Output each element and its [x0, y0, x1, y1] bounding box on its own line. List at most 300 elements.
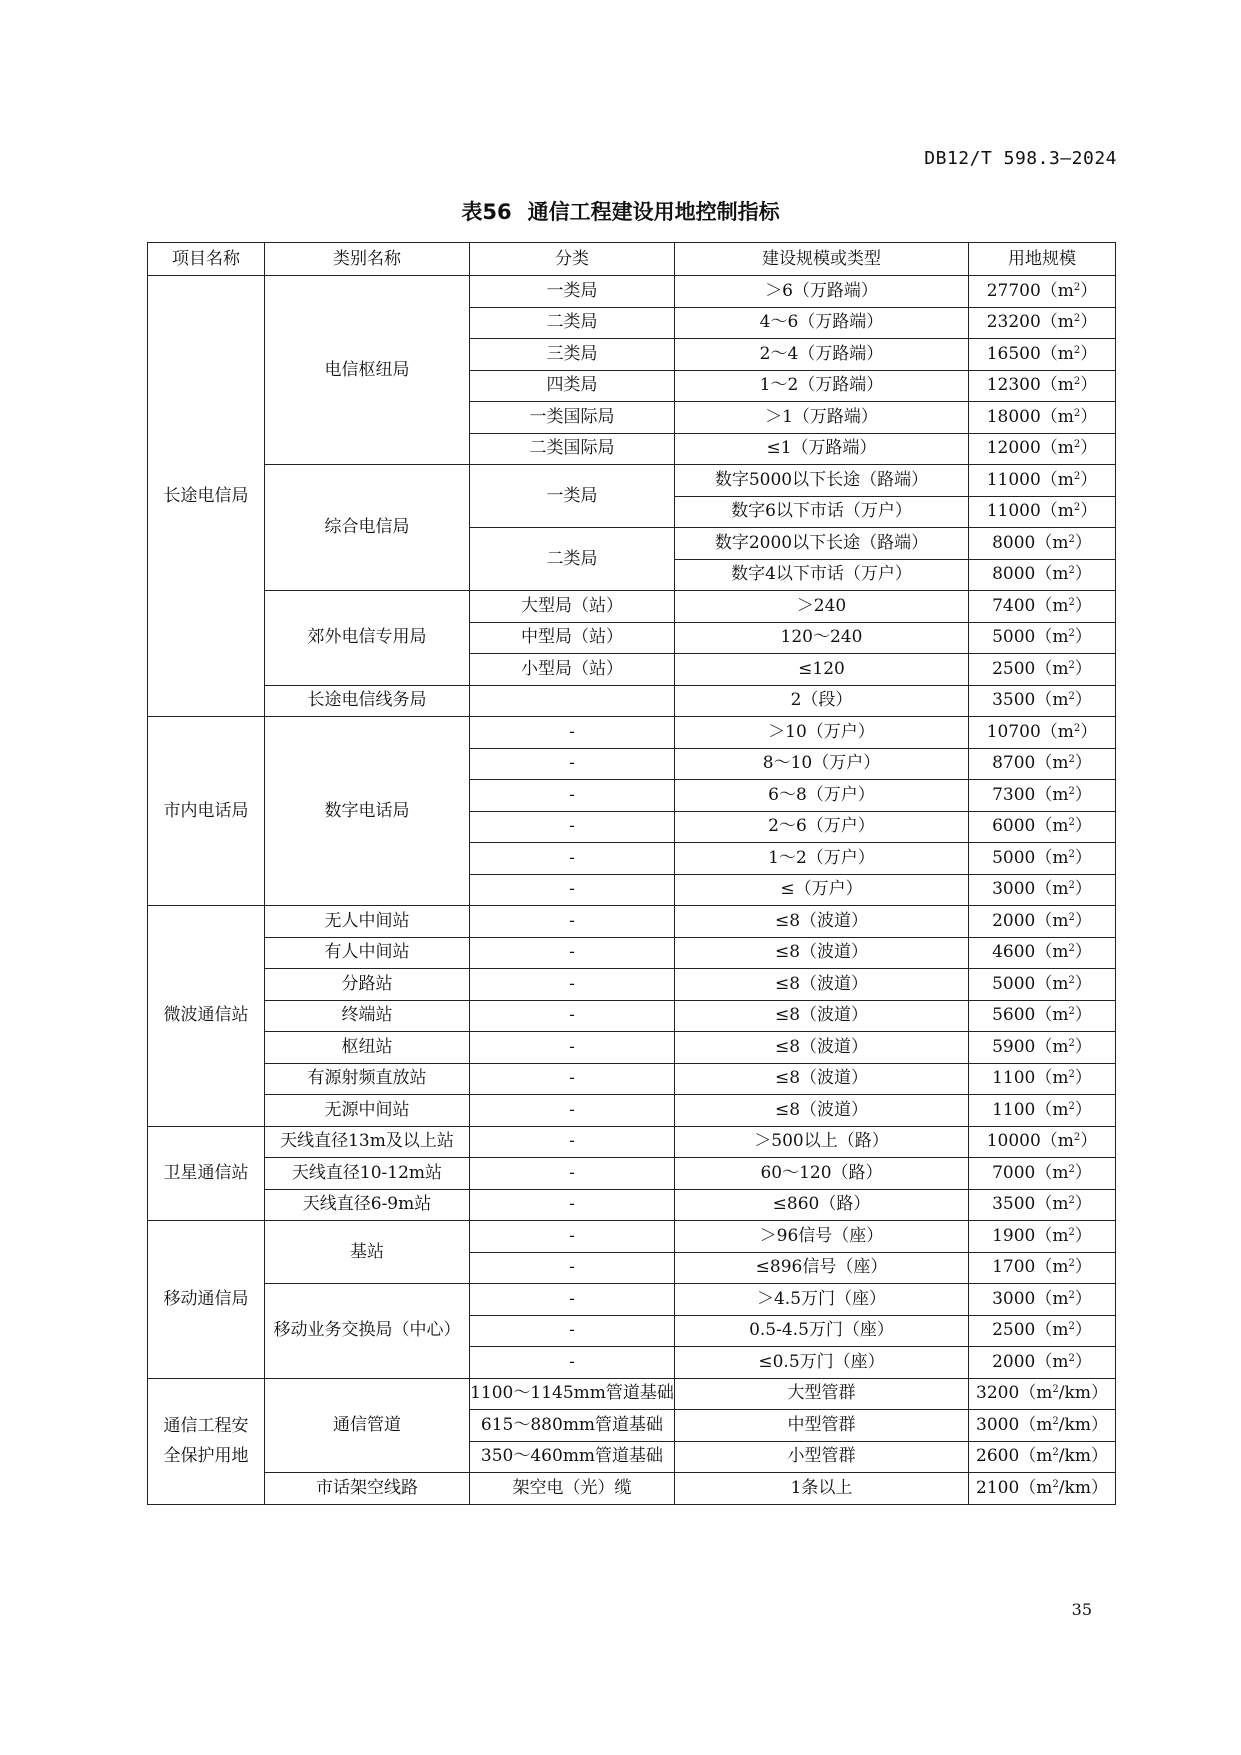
area-value: 3500 — [992, 1194, 1036, 1215]
paren: （ — [1035, 1036, 1053, 1057]
area-cell — [969, 496, 1116, 528]
scale-cell: ≤8（波道） — [675, 906, 969, 938]
table-row — [148, 465, 1116, 497]
paren: （ — [1040, 438, 1058, 459]
scale-cell: 2～4（万路端） — [675, 339, 969, 371]
area-value: 27700 — [986, 280, 1041, 301]
subclass-cell: - — [470, 717, 675, 749]
scale-cell: ≤8（波道） — [675, 937, 969, 969]
table-row — [148, 937, 1116, 969]
unit-exponent: 2 — [1068, 691, 1075, 703]
area-value: 2000 — [992, 910, 1036, 931]
area-unit: m — [1052, 942, 1069, 963]
paren: （ — [1035, 1257, 1053, 1278]
paren: （ — [1040, 721, 1058, 742]
unit-exponent: 2 — [1068, 659, 1075, 671]
category-cell: 有源射频直放站 — [265, 1063, 470, 1095]
area-cell — [969, 1000, 1116, 1032]
paren: （ — [1035, 690, 1053, 711]
paren: （ — [1035, 910, 1053, 931]
area-cell — [969, 780, 1116, 812]
category-cell: 无源中间站 — [265, 1095, 470, 1127]
area-cell — [969, 811, 1116, 843]
unit-exponent: 2 — [1068, 974, 1075, 986]
scale-cell: 6～8（万户） — [675, 780, 969, 812]
unit-exponent: 2 — [1073, 281, 1081, 293]
subclass-cell: 中型局（站） — [470, 622, 675, 654]
subclass-cell: - — [470, 906, 675, 938]
unit-exponent: 2 — [1068, 1321, 1075, 1333]
scale-cell: ≤1（万路端） — [675, 433, 969, 465]
category-cell: 枢纽站 — [265, 1032, 470, 1064]
area-cell — [969, 969, 1116, 1001]
unit-suffix: ） — [1074, 753, 1092, 774]
category-cell: 通信管道 — [265, 1378, 470, 1473]
unit-suffix: ） — [1074, 942, 1092, 963]
area-cell — [969, 906, 1116, 938]
area-unit: m — [1052, 1162, 1069, 1183]
unit-exponent: 2 — [1073, 439, 1081, 451]
area-value: 10700 — [986, 721, 1041, 742]
unit-suffix: ） — [1080, 438, 1098, 459]
unit-suffix: ） — [1074, 1162, 1092, 1183]
category-cell: 市话架空线路 — [265, 1473, 470, 1505]
unit-suffix: ） — [1074, 627, 1092, 648]
area-cell — [969, 307, 1116, 339]
area-value: 11000 — [986, 501, 1041, 522]
paren: （ — [1035, 1068, 1053, 1089]
scale-cell: ＞1（万路端） — [675, 402, 969, 434]
subclass-cell: 1100～1145mm管道基础 — [470, 1378, 675, 1410]
area-value: 1100 — [992, 1099, 1036, 1120]
area-cell — [969, 1473, 1116, 1505]
area-unit: m — [1052, 1320, 1069, 1341]
unit-exponent: 2 — [1052, 1478, 1059, 1490]
subclass-cell: 615～880mm管道基础 — [470, 1410, 675, 1442]
project-name-cell: 移动通信局 — [148, 1221, 265, 1379]
paren: （ — [1035, 595, 1053, 616]
area-value: 2600 — [976, 1446, 1020, 1467]
area-unit: m — [1052, 1068, 1069, 1089]
scale-cell: 2～6（万户） — [675, 811, 969, 843]
subclass-cell: - — [470, 1126, 675, 1158]
category-cell: 长途电信线务局 — [265, 685, 470, 717]
area-unit: m — [1052, 627, 1069, 648]
area-unit: m — [1052, 753, 1069, 774]
paren: （ — [1035, 627, 1053, 648]
scale-cell: 1～2（万路端） — [675, 370, 969, 402]
category-cell: 数字电话局 — [265, 717, 470, 906]
scale-cell: 数字2000以下长途（路端） — [675, 528, 969, 560]
table-row — [148, 1095, 1116, 1127]
area-value: 12300 — [986, 375, 1041, 396]
category-cell: 郊外电信专用局 — [265, 591, 470, 686]
paren: （ — [1035, 753, 1053, 774]
area-value: 8700 — [992, 753, 1036, 774]
table-row — [148, 1032, 1116, 1064]
unit-suffix: ） — [1074, 910, 1092, 931]
scale-cell: ＞240 — [675, 591, 969, 623]
area-cell — [969, 1252, 1116, 1284]
unit-suffix: ） — [1080, 501, 1098, 522]
table-row — [148, 1126, 1116, 1158]
subclass-cell: - — [470, 1221, 675, 1253]
area-value: 2500 — [992, 1320, 1036, 1341]
unit-exponent: 2 — [1073, 470, 1081, 482]
area-value: 23200 — [986, 312, 1041, 333]
area-cell — [969, 1158, 1116, 1190]
area-unit: m — [1057, 280, 1074, 301]
paren: （ — [1040, 406, 1058, 427]
area-unit: m — [1052, 910, 1069, 931]
paren: （ — [1040, 280, 1058, 301]
unit-suffix: /km） — [1058, 1477, 1108, 1498]
unit-exponent: 2 — [1073, 722, 1081, 734]
unit-exponent: 2 — [1068, 1006, 1075, 1018]
unit-suffix: ） — [1074, 1225, 1092, 1246]
area-value: 6000 — [992, 816, 1036, 837]
subclass-cell: - — [470, 1347, 675, 1379]
area-unit: m — [1052, 658, 1069, 679]
area-unit: m — [1052, 1288, 1069, 1309]
area-value: 7000 — [992, 1162, 1036, 1183]
area-unit: m — [1052, 1257, 1069, 1278]
area-cell — [969, 591, 1116, 623]
column-header: 分类 — [470, 243, 675, 276]
unit-suffix: /km） — [1058, 1446, 1108, 1467]
area-cell — [969, 1189, 1116, 1221]
table-row — [148, 906, 1116, 938]
area-value: 3500 — [992, 690, 1036, 711]
table-row — [148, 1063, 1116, 1095]
area-value: 7400 — [992, 595, 1036, 616]
area-value: 5000 — [992, 847, 1036, 868]
scale-cell: ≤（万户） — [675, 874, 969, 906]
paren: （ — [1035, 564, 1053, 585]
table-row — [148, 1221, 1116, 1253]
unit-exponent: 2 — [1068, 1352, 1075, 1364]
paren: （ — [1040, 1131, 1058, 1152]
land-use-table — [147, 242, 1116, 1505]
area-cell — [969, 654, 1116, 686]
unit-exponent: 2 — [1052, 1415, 1059, 1427]
category-cell: 天线直径10-12m站 — [265, 1158, 470, 1190]
unit-exponent: 2 — [1068, 1258, 1075, 1270]
area-unit: m — [1052, 1036, 1069, 1057]
unit-suffix: /km） — [1058, 1414, 1108, 1435]
category-cell: 天线直径6-9m站 — [265, 1189, 470, 1221]
area-cell — [969, 465, 1116, 497]
unit-exponent: 2 — [1073, 376, 1081, 388]
area-cell — [969, 1126, 1116, 1158]
subclass-cell: 架空电（光）缆 — [470, 1473, 675, 1505]
area-cell — [969, 622, 1116, 654]
scale-cell: 2（段） — [675, 685, 969, 717]
table-row — [148, 717, 1116, 749]
area-unit: m — [1052, 595, 1069, 616]
area-value: 1100 — [992, 1068, 1036, 1089]
unit-suffix: ） — [1074, 658, 1092, 679]
paren: （ — [1040, 312, 1058, 333]
unit-exponent: 2 — [1068, 533, 1075, 545]
area-cell — [969, 685, 1116, 717]
subclass-cell: - — [470, 1095, 675, 1127]
unit-exponent: 2 — [1073, 1132, 1081, 1144]
unit-suffix: ） — [1074, 595, 1092, 616]
subclass-cell: - — [470, 874, 675, 906]
subclass-cell: - — [470, 1284, 675, 1316]
unit-exponent: 2 — [1052, 1447, 1059, 1459]
paren: （ — [1035, 879, 1053, 900]
area-value: 1900 — [992, 1225, 1036, 1246]
scale-cell: 0.5-4.5万门（座） — [675, 1315, 969, 1347]
subclass-cell: - — [470, 748, 675, 780]
area-value: 12000 — [986, 438, 1041, 459]
area-unit: m — [1036, 1383, 1053, 1404]
category-cell: 移动业务交换局（中心） — [265, 1284, 470, 1379]
table-row — [148, 1378, 1116, 1410]
area-cell — [969, 1315, 1116, 1347]
paren: （ — [1035, 1320, 1053, 1341]
scale-cell: ＞500以上（路） — [675, 1126, 969, 1158]
unit-suffix: ） — [1080, 375, 1098, 396]
area-cell — [969, 843, 1116, 875]
scale-cell: ≤896信号（座） — [675, 1252, 969, 1284]
area-value: 3000 — [976, 1414, 1020, 1435]
subclass-cell: 小型局（站） — [470, 654, 675, 686]
category-cell: 基站 — [265, 1221, 470, 1284]
table-row — [148, 1158, 1116, 1190]
column-header: 用地规模 — [969, 243, 1116, 276]
area-value: 5600 — [992, 1005, 1036, 1026]
area-unit: m — [1052, 847, 1069, 868]
area-unit: m — [1052, 816, 1069, 837]
scale-cell: 大型管群 — [675, 1378, 969, 1410]
category-cell: 有人中间站 — [265, 937, 470, 969]
unit-suffix: ） — [1074, 879, 1092, 900]
unit-exponent: 2 — [1068, 880, 1075, 892]
scale-cell: 中型管群 — [675, 1410, 969, 1442]
area-cell — [969, 1063, 1116, 1095]
area-value: 5000 — [992, 627, 1036, 648]
unit-exponent: 2 — [1068, 1289, 1075, 1301]
unit-suffix: ） — [1074, 816, 1092, 837]
project-name-cell: 卫星通信站 — [148, 1126, 265, 1221]
area-cell — [969, 1347, 1116, 1379]
paren: （ — [1035, 532, 1053, 553]
unit-exponent: 2 — [1068, 628, 1075, 640]
subclass-cell: 一类国际局 — [470, 402, 675, 434]
area-value: 10000 — [986, 1131, 1041, 1152]
area-unit: m — [1052, 1351, 1069, 1372]
subclass-cell: - — [470, 1063, 675, 1095]
area-cell — [969, 559, 1116, 591]
unit-suffix: ） — [1074, 1068, 1092, 1089]
paren: （ — [1035, 1288, 1053, 1309]
area-unit: m — [1057, 343, 1074, 364]
subclass-cell: 四类局 — [470, 370, 675, 402]
unit-suffix: ） — [1074, 1005, 1092, 1026]
page-number: 35 — [1071, 1600, 1092, 1619]
scale-cell: 60～120（路） — [675, 1158, 969, 1190]
unit-suffix: ） — [1074, 690, 1092, 711]
area-cell — [969, 874, 1116, 906]
subclass-cell: 一类局 — [470, 465, 675, 528]
area-cell — [969, 1284, 1116, 1316]
area-cell — [969, 1095, 1116, 1127]
table-number: 表56 — [461, 200, 512, 224]
subclass-cell: 二类国际局 — [470, 433, 675, 465]
category-cell: 天线直径13m及以上站 — [265, 1126, 470, 1158]
area-value: 8000 — [992, 564, 1036, 585]
unit-suffix: ） — [1080, 1131, 1098, 1152]
table-row — [148, 969, 1116, 1001]
subclass-cell: 大型局（站） — [470, 591, 675, 623]
area-unit: m — [1057, 406, 1074, 427]
area-value: 18000 — [986, 406, 1041, 427]
category-cell: 无人中间站 — [265, 906, 470, 938]
area-cell — [969, 433, 1116, 465]
paren: （ — [1035, 1162, 1053, 1183]
subclass-cell: - — [470, 1000, 675, 1032]
unit-exponent: 2 — [1073, 344, 1081, 356]
area-value: 2000 — [992, 1351, 1036, 1372]
paren: （ — [1040, 375, 1058, 396]
area-value: 16500 — [986, 343, 1041, 364]
unit-suffix: ） — [1080, 343, 1098, 364]
scale-cell: 数字6以下市话（万户） — [675, 496, 969, 528]
subclass-cell: - — [470, 937, 675, 969]
area-cell — [969, 370, 1116, 402]
unit-exponent: 2 — [1068, 596, 1075, 608]
table-row — [148, 1284, 1116, 1316]
area-value: 5000 — [992, 973, 1036, 994]
scale-cell: ≤8（波道） — [675, 969, 969, 1001]
scale-cell: ≤120 — [675, 654, 969, 686]
unit-suffix: ） — [1074, 973, 1092, 994]
category-cell: 分路站 — [265, 969, 470, 1001]
paren: （ — [1035, 1194, 1053, 1215]
area-value: 1700 — [992, 1257, 1036, 1278]
area-cell — [969, 1441, 1116, 1473]
area-cell — [969, 402, 1116, 434]
area-cell — [969, 748, 1116, 780]
scale-cell: 1～2（万户） — [675, 843, 969, 875]
paren: （ — [1035, 784, 1053, 805]
paren: （ — [1040, 501, 1058, 522]
area-value: 7300 — [992, 784, 1036, 805]
area-value: 3000 — [992, 879, 1036, 900]
area-value: 4600 — [992, 942, 1036, 963]
area-unit: m — [1052, 1225, 1069, 1246]
scale-cell: ≤860（路） — [675, 1189, 969, 1221]
unit-exponent: 2 — [1068, 1037, 1075, 1049]
area-unit: m — [1052, 1099, 1069, 1120]
area-value: 2100 — [976, 1477, 1020, 1498]
scale-cell: ＞6（万路端） — [675, 276, 969, 308]
unit-suffix: ） — [1080, 406, 1098, 427]
unit-exponent: 2 — [1052, 1384, 1059, 1396]
paren: （ — [1035, 1351, 1053, 1372]
column-header: 建设规模或类型 — [675, 243, 969, 276]
unit-exponent: 2 — [1068, 1226, 1075, 1238]
area-value: 3200 — [976, 1383, 1020, 1404]
project-name-cell: 长途电信局 — [148, 276, 265, 717]
area-unit: m — [1036, 1414, 1053, 1435]
area-unit: m — [1052, 879, 1069, 900]
unit-suffix: /km） — [1058, 1383, 1108, 1404]
area-unit: m — [1057, 375, 1074, 396]
unit-suffix: ） — [1074, 1036, 1092, 1057]
unit-suffix: ） — [1074, 1194, 1092, 1215]
unit-suffix: ） — [1074, 784, 1092, 805]
subclass-cell: - — [470, 1032, 675, 1064]
unit-suffix: ） — [1074, 1288, 1092, 1309]
scale-cell: ≤8（波道） — [675, 1032, 969, 1064]
project-name-cell: 通信工程安 全保护用地 — [148, 1378, 265, 1504]
unit-exponent: 2 — [1068, 785, 1075, 797]
scale-cell: ≤8（波道） — [675, 1063, 969, 1095]
unit-exponent: 2 — [1068, 1069, 1075, 1081]
subclass-cell: 一类局 — [470, 276, 675, 308]
subclass-cell — [470, 685, 675, 717]
subclass-cell: - — [470, 1189, 675, 1221]
scale-cell: ≤0.5万门（座） — [675, 1347, 969, 1379]
unit-exponent: 2 — [1068, 1100, 1075, 1112]
paren: （ — [1019, 1383, 1037, 1404]
unit-exponent: 2 — [1073, 313, 1081, 325]
paren: （ — [1040, 343, 1058, 364]
subclass-cell: - — [470, 843, 675, 875]
subclass-cell: - — [470, 1252, 675, 1284]
area-unit: m — [1057, 312, 1074, 333]
area-cell — [969, 528, 1116, 560]
paren: （ — [1019, 1414, 1037, 1435]
document-code: DB12/T 598.3—2024 — [924, 148, 1117, 169]
subclass-cell: 二类局 — [470, 307, 675, 339]
area-cell — [969, 1378, 1116, 1410]
category-cell: 综合电信局 — [265, 465, 470, 591]
paren: （ — [1035, 816, 1053, 837]
unit-suffix: ） — [1074, 847, 1092, 868]
area-unit: m — [1057, 469, 1074, 490]
unit-exponent: 2 — [1068, 817, 1075, 829]
column-header: 类别名称 — [265, 243, 470, 276]
column-header: 项目名称 — [148, 243, 265, 276]
table-row — [148, 1473, 1116, 1505]
area-unit: m — [1052, 690, 1069, 711]
unit-suffix: ） — [1074, 1099, 1092, 1120]
area-cell — [969, 276, 1116, 308]
paren: （ — [1035, 973, 1053, 994]
area-unit: m — [1036, 1446, 1053, 1467]
subclass-cell: - — [470, 780, 675, 812]
paren: （ — [1035, 658, 1053, 679]
unit-exponent: 2 — [1068, 565, 1075, 577]
scale-cell: 小型管群 — [675, 1441, 969, 1473]
area-cell — [969, 339, 1116, 371]
area-value: 8000 — [992, 532, 1036, 553]
area-unit: m — [1052, 784, 1069, 805]
scale-cell: ≤8（波道） — [675, 1000, 969, 1032]
paren: （ — [1035, 1099, 1053, 1120]
subclass-cell: - — [470, 1158, 675, 1190]
paren: （ — [1019, 1446, 1037, 1467]
scale-cell: 4～6（万路端） — [675, 307, 969, 339]
table-row — [148, 1189, 1116, 1221]
area-unit: m — [1057, 1131, 1074, 1152]
area-cell — [969, 1410, 1116, 1442]
